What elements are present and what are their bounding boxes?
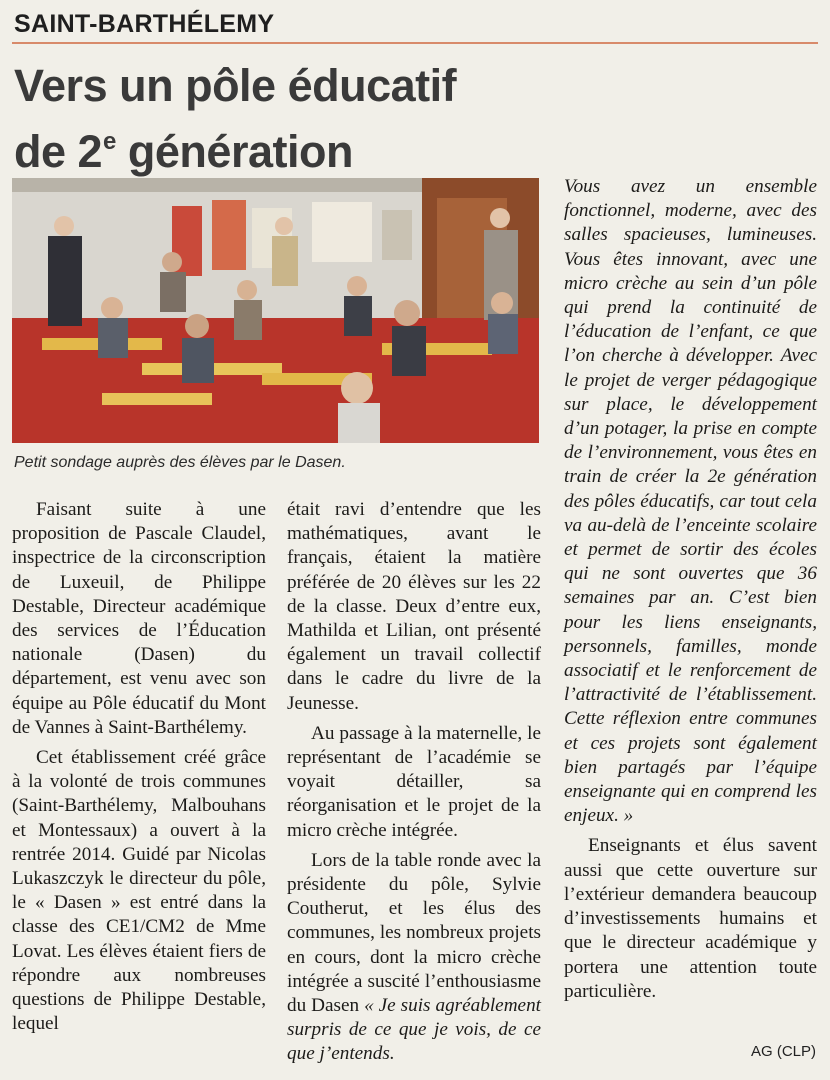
paragraph: Cet établissement créé grâce à la volonté de trois communes (Saint-Barthélemy, Malbouhans et Montessaux) a ouvert à la rentrée 2014. Guidé par Nicolas Lukaszczyk le directeur du pôle, le « Dasen » est entré dans la classe des CE1/CM2 de Mme Lovat. Les élèves étaient fiers de répondre aux nombreuses questions de Philippe Destable, lequel [12,747,266,1035]
paragraph [287,849,541,1067]
headline-line-2-post: génération [115,126,353,177]
article-column-2 [287,498,541,1073]
paragraph: Enseignants et élus savent aussi que cette ouverture sur l’extérieur demandera beaucoup d’investissements humains et que le directeur académique y portera une attention toute particulière. [564,835,817,1002]
quote-start: « Je suis agréablement surpris de ce que je vois, de ce que j’entends. [287,995,541,1065]
headline [14,58,814,180]
headline-superscript: e [103,128,116,155]
paragraph: Faisant suite à une proposition de Pascale Claudel, inspectrice de la circonscription de Luxeuil, de Philippe Destable, Directeur académique des services de l’Éducation nationale (Dasen) du département, est venu avec son équipe au Pôle éducatif du Mont de Vannes à Saint-Barthélemy. [12,499,266,738]
paragraph: Au passage à la maternelle, le représentant de l’académie se voyait détailler, sa réorganisation et le projet de la micro crèche intégrée. [287,722,541,841]
article-column-1 [12,498,266,1042]
headline-line-2 [14,114,814,180]
quote-continuation: Vous avez un ensemble fonctionnel, moderne, avec des salles spacieuses, lumineuses. Vous êtes innovant, avec une micro crèche au sein d’un pôle qui prend la continuité de l’éducation de l’enfant, ce que l’on cherche à développer. Avec le projet de verger pédagogique sur place, le développement d’un potager, la prise en compte de l’environnement, vous êtes en train de créer la 2e génération des pôles éducatifs, car tout cela va au-delà de l’enceinte scolaire et permet de sortir des écoles qui ne sont ouvertes que 36 semaines par an. C’est bien pour les liens enseignants, personnels, familles, monde associatif et le renforcement de l’attractivité de l’établissement. Cette réflexion entre communes et ces projets sont également bien partagés par l’équipe enseignante qui en comprend les enjeux. » [564,176,817,827]
classroom-illustration [12,178,539,443]
rubric-divider [12,42,818,44]
paragraph-text: Lors de la table ronde avec la présidente du pôle, Sylvie Coutherut, et les élus des communes, les nombreux projets en cours, dont la micro crèche intégrée a suscité l’enthousiasme du Dasen [287,849,541,1017]
photo-caption: Petit sondage auprès des élèves par le Dasen. [14,454,346,471]
headline-line-2-pre: de 2 [14,126,103,177]
article-column-3 [564,175,817,1010]
classroom-photo [12,178,539,443]
section-rubric: SAINT-BARTHÉLEMY [14,10,275,38]
author-signature: AG (CLP) [750,1043,816,1060]
paragraph: était ravi d’entendre que les mathématiques, avant le français, étaient la matière préférée de 20 élèves sur les 22 de la classe. Deux d’entre eux, Mathilda et Lilian, ont présenté également un travail collectif dans le cadre du livre de la Jeunesse. [287,499,541,714]
headline-line-1: Vers un pôle éducatif [14,60,457,111]
